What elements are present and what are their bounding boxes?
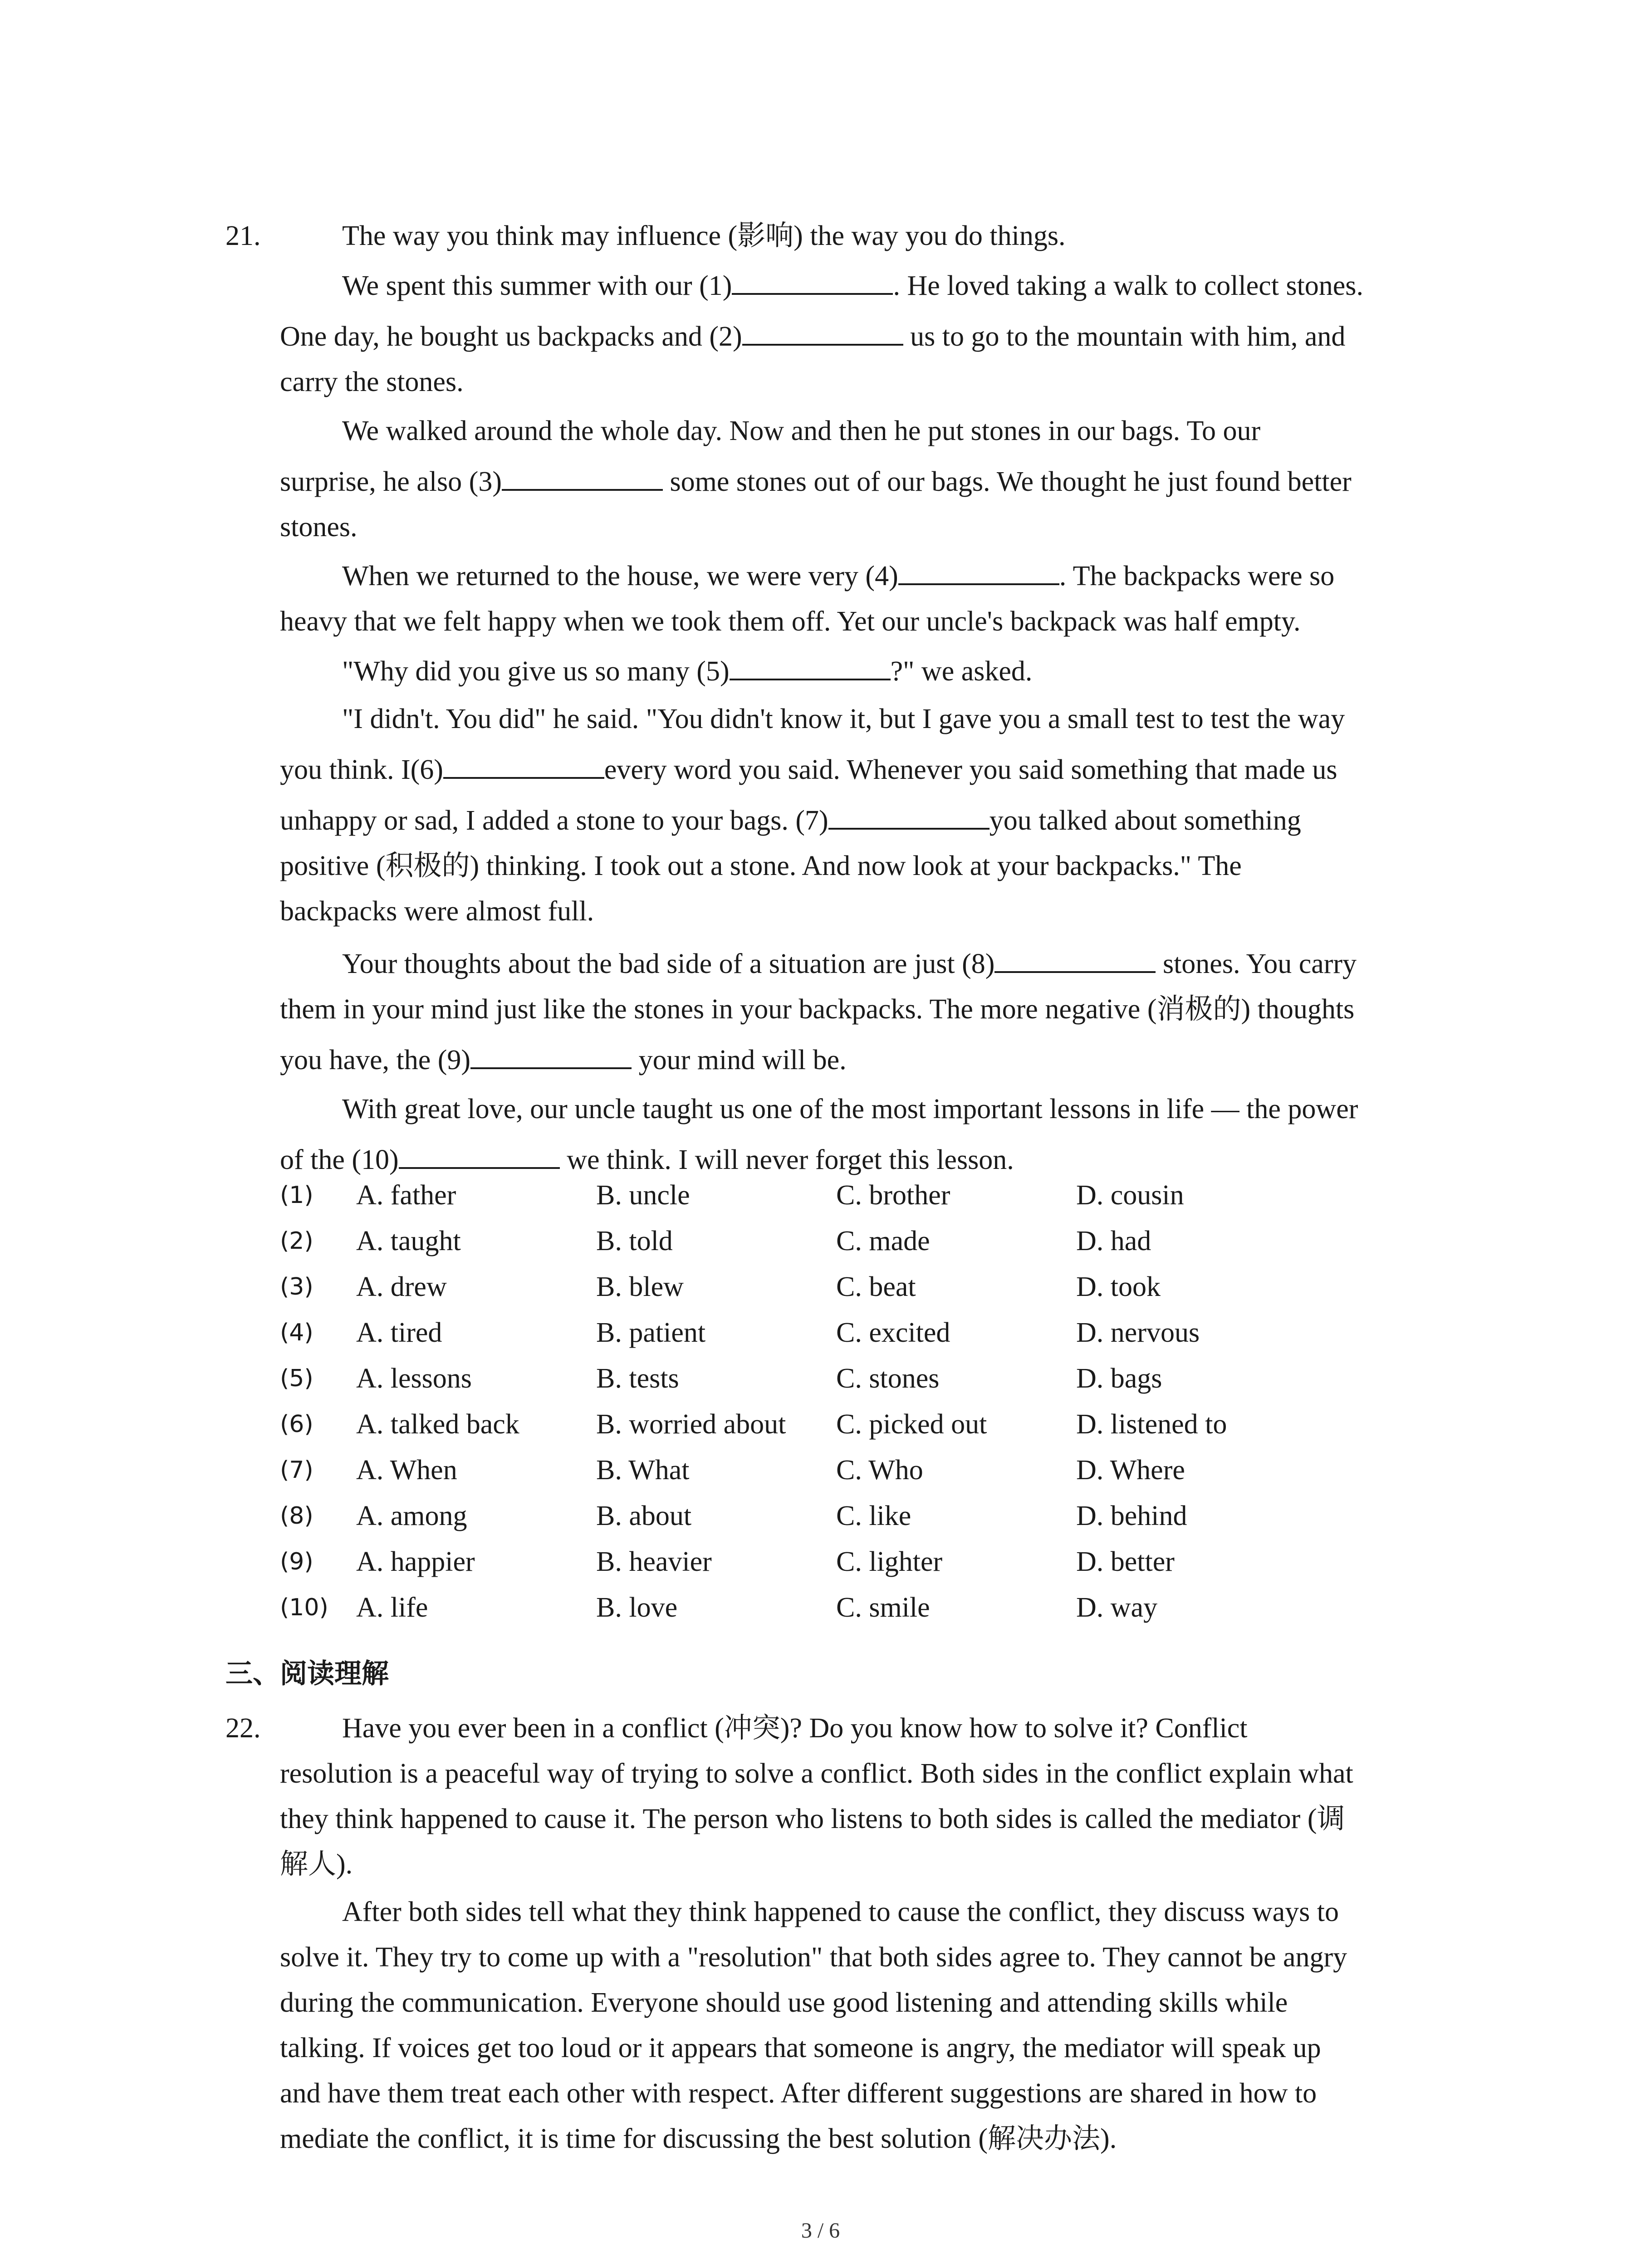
option-a[interactable]: A. talked back bbox=[356, 1409, 519, 1440]
option-row bbox=[280, 1173, 1460, 1218]
option-number: (8) bbox=[280, 1502, 314, 1530]
blank-2[interactable] bbox=[742, 318, 903, 346]
text: carry the stones. bbox=[280, 367, 464, 397]
option-c[interactable]: C. picked out bbox=[836, 1409, 987, 1440]
q22-paragraph-1 bbox=[280, 1706, 1460, 1887]
text: we think. I will never forget this lesson. bbox=[559, 1144, 1014, 1175]
text: 解人). bbox=[280, 1849, 353, 1880]
option-a[interactable]: A. tired bbox=[356, 1317, 442, 1348]
text: "Why did you give us so many (5) bbox=[342, 656, 730, 687]
option-row bbox=[280, 1264, 1460, 1310]
option-b[interactable]: B. blew bbox=[596, 1271, 684, 1302]
option-row bbox=[280, 1310, 1460, 1355]
option-row bbox=[280, 1218, 1460, 1264]
option-b[interactable]: B. patient bbox=[596, 1317, 706, 1348]
option-b[interactable]: B. heavier bbox=[596, 1546, 712, 1577]
paragraph-7 bbox=[280, 1086, 1460, 1183]
q22-paragraph-2 bbox=[280, 1889, 1460, 2161]
option-a[interactable]: A. lessons bbox=[356, 1363, 472, 1394]
option-d[interactable]: D. bags bbox=[1076, 1363, 1162, 1394]
option-row bbox=[280, 1356, 1460, 1401]
paragraph-6 bbox=[280, 941, 1460, 1083]
option-a[interactable]: A. When bbox=[356, 1455, 457, 1486]
text: We spent this summer with our (1) bbox=[342, 270, 732, 301]
option-a[interactable]: A. happier bbox=[356, 1546, 475, 1577]
option-row bbox=[280, 1402, 1460, 1447]
option-d[interactable]: D. Where bbox=[1076, 1455, 1185, 1486]
page-number: 3 / 6 bbox=[801, 2219, 840, 2243]
blank-1[interactable] bbox=[732, 267, 893, 295]
option-d[interactable]: D. listened to bbox=[1076, 1409, 1227, 1440]
paragraph-5 bbox=[280, 696, 1460, 934]
text: them in your mind just like the stones in your backpacks. The more negative (消极的) thoughts bbox=[280, 994, 1355, 1025]
text: you have, the (9) bbox=[280, 1045, 471, 1075]
option-d[interactable]: D. cousin bbox=[1076, 1180, 1184, 1211]
text: and have them treat each other with respect. After different suggestions are shared in how to bbox=[280, 2078, 1317, 2109]
paragraph-4 bbox=[280, 649, 1460, 694]
option-number: (10) bbox=[280, 1594, 328, 1621]
text: When we returned to the house, we were very (4) bbox=[342, 561, 898, 591]
text: We walked around the whole day. Now and then he put stones in our bags. To our bbox=[342, 415, 1261, 446]
option-c[interactable]: C. stones bbox=[836, 1363, 940, 1394]
option-b[interactable]: B. told bbox=[596, 1226, 673, 1256]
option-b[interactable]: B. What bbox=[596, 1455, 690, 1486]
text: Your thoughts about the bad side of a situation are just (8) bbox=[342, 948, 995, 979]
option-b[interactable]: B. worried about bbox=[596, 1409, 786, 1440]
option-number: (6) bbox=[280, 1411, 314, 1438]
option-number: (2) bbox=[280, 1227, 314, 1255]
text: positive (积极的) thinking. I took out a stone. And now look at your backpacks." The bbox=[280, 850, 1242, 881]
text: With great love, our uncle taught us one of the most important lessons in life — the power bbox=[342, 1094, 1358, 1124]
blank-3[interactable] bbox=[502, 463, 663, 491]
text: stones. You carry bbox=[1156, 948, 1357, 979]
text: they think happened to cause it. The person who listens to both sides is called the mediator (调 bbox=[280, 1804, 1345, 1834]
blank-9[interactable] bbox=[470, 1041, 632, 1069]
paragraph-2 bbox=[280, 408, 1460, 550]
text: talking. If voices get too loud or it appears that someone is angry, the mediator will speak up bbox=[280, 2033, 1321, 2063]
option-number: (3) bbox=[280, 1273, 314, 1300]
option-a[interactable]: A. drew bbox=[356, 1271, 447, 1302]
option-d[interactable]: D. had bbox=[1076, 1226, 1151, 1256]
blank-7[interactable] bbox=[828, 802, 989, 830]
blank-4[interactable] bbox=[898, 557, 1059, 585]
option-row bbox=[280, 1585, 1460, 1630]
option-c[interactable]: C. beat bbox=[836, 1271, 916, 1302]
option-row bbox=[280, 1493, 1460, 1539]
text: One day, he bought us backpacks and (2) bbox=[280, 321, 742, 352]
option-number: (9) bbox=[280, 1548, 314, 1575]
option-a[interactable]: A. among bbox=[356, 1501, 467, 1531]
text: "I didn't. You did" he said. "You didn't know it, but I gave you a small test to test the way bbox=[342, 704, 1345, 734]
option-b[interactable]: B. love bbox=[596, 1592, 678, 1623]
text: you think. I(6) bbox=[280, 754, 443, 785]
text: your mind will be. bbox=[632, 1045, 847, 1075]
text: . The backpacks were so bbox=[1059, 561, 1335, 591]
option-number: (1) bbox=[280, 1182, 314, 1209]
question-number-22: 22. bbox=[225, 1713, 261, 1744]
option-number: (5) bbox=[280, 1365, 314, 1392]
option-c[interactable]: C. Who bbox=[836, 1455, 923, 1486]
text: of the (10) bbox=[280, 1144, 399, 1175]
paragraph-3 bbox=[280, 553, 1460, 644]
text: Have you ever been in a conflict (冲突)? Do you know how to solve it? Conflict bbox=[342, 1713, 1248, 1744]
text: ?" we asked. bbox=[890, 656, 1033, 687]
text: every word you said. Whenever you said something that made us bbox=[604, 754, 1337, 785]
question-number-21: 21. bbox=[225, 220, 261, 251]
option-c[interactable]: C. like bbox=[836, 1501, 911, 1531]
text: stones. bbox=[280, 512, 358, 543]
option-c[interactable]: C. smile bbox=[836, 1592, 930, 1623]
section-title: 三、阅读理解 bbox=[225, 1658, 389, 1690]
blank-8[interactable] bbox=[994, 945, 1156, 973]
text: solve it. They try to come up with a "resolution" that both sides agree to. They cannot be angry bbox=[280, 1942, 1347, 1973]
option-number: (7) bbox=[280, 1457, 314, 1484]
text: us to go to the mountain with him, and bbox=[903, 321, 1346, 352]
text: surprise, he also (3) bbox=[280, 466, 502, 497]
text: mediate the conflict, it is time for discussing the best solution (解决办法). bbox=[280, 2123, 1117, 2154]
option-a[interactable]: A. taught bbox=[356, 1226, 461, 1256]
text: . He loved taking a walk to collect stones. bbox=[893, 270, 1363, 301]
option-b[interactable]: B. about bbox=[596, 1501, 692, 1531]
text: during the communication. Everyone should use good listening and attending skills while bbox=[280, 1987, 1288, 2018]
option-c[interactable]: C. lighter bbox=[836, 1546, 943, 1577]
option-d[interactable]: D. nervous bbox=[1076, 1317, 1200, 1348]
option-a[interactable]: A. life bbox=[356, 1592, 428, 1623]
option-c[interactable]: C. excited bbox=[836, 1317, 950, 1348]
option-row bbox=[280, 1447, 1460, 1493]
option-d[interactable]: D. better bbox=[1076, 1546, 1175, 1577]
text: After both sides tell what they think happened to cause the conflict, they discuss ways to bbox=[342, 1897, 1339, 1927]
text: some stones out of our bags. We thought he just found better bbox=[662, 466, 1352, 497]
option-number: (4) bbox=[280, 1319, 314, 1346]
text: backpacks were almost full. bbox=[280, 896, 594, 927]
text: you talked about something bbox=[989, 805, 1301, 836]
text: unhappy or sad, I added a stone to your bags. (7) bbox=[280, 805, 828, 836]
option-row bbox=[280, 1539, 1460, 1584]
option-d[interactable]: D. took bbox=[1076, 1271, 1161, 1302]
passage-title: The way you think may influence (影响) the way you do things. bbox=[342, 220, 1066, 251]
blank-6[interactable] bbox=[443, 751, 604, 779]
option-d[interactable]: D. way bbox=[1076, 1592, 1158, 1623]
paragraph-1 bbox=[280, 263, 1460, 405]
option-d[interactable]: D. behind bbox=[1076, 1501, 1187, 1531]
blank-5[interactable] bbox=[730, 652, 891, 680]
text: resolution is a peaceful way of trying to solve a conflict. Both sides in the conflict explain what bbox=[280, 1758, 1353, 1789]
blank-10[interactable] bbox=[399, 1141, 560, 1169]
option-b[interactable]: B. tests bbox=[596, 1363, 679, 1394]
option-b[interactable]: B. uncle bbox=[596, 1180, 690, 1211]
text: heavy that we felt happy when we took them off. Yet our uncle's backpack was half empty. bbox=[280, 606, 1301, 637]
option-c[interactable]: C. brother bbox=[836, 1180, 950, 1211]
option-a[interactable]: A. father bbox=[356, 1180, 456, 1211]
option-c[interactable]: C. made bbox=[836, 1226, 930, 1256]
